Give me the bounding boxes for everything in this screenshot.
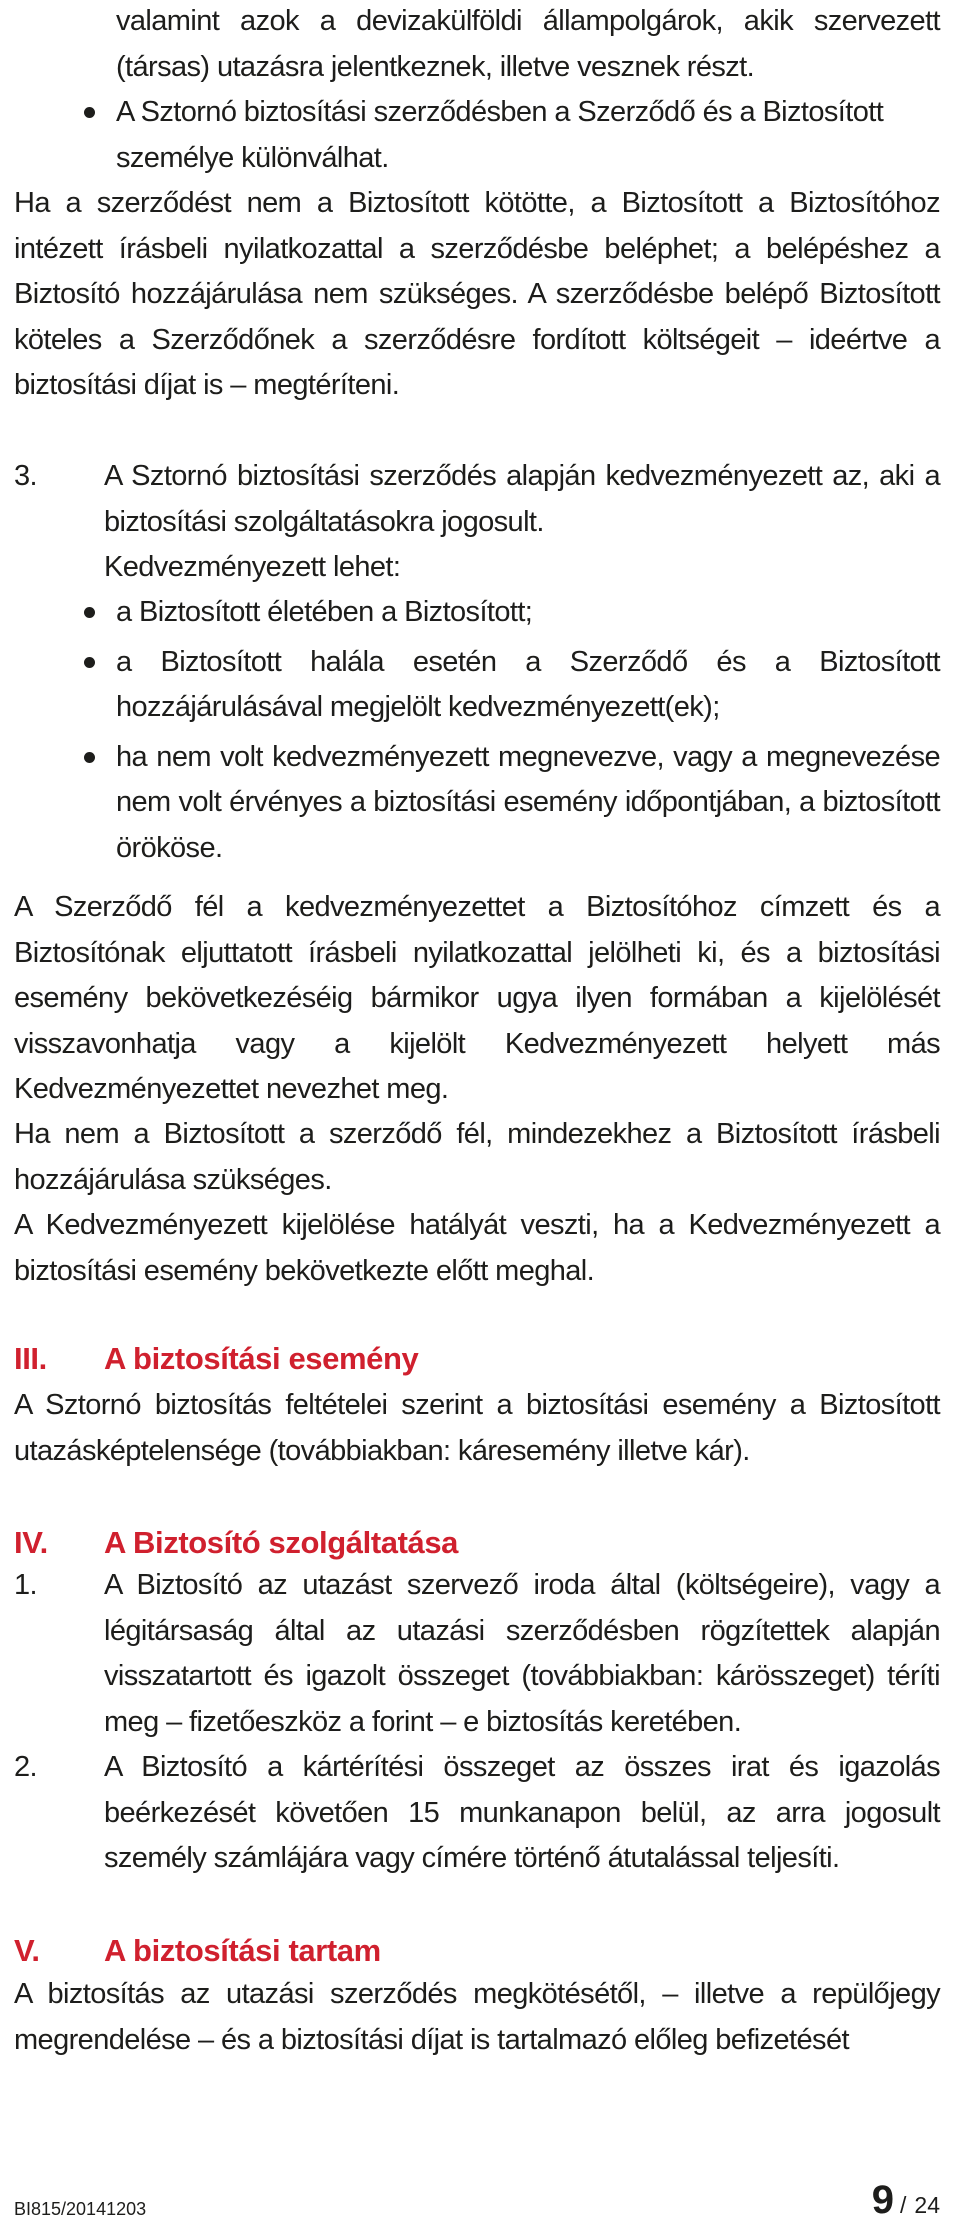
bullet-text: ha nem volt kedvezményezett megnevezve, vagy a megnevezése nem volt érvényes a biztosítási esemény időpontjában, a biztosított örököse.: [116, 740, 940, 864]
paragraph-designation: A Szerződő fél a kedvezményezettet a Biztosítóhoz címzett és a Biztosítónak eljuttatott írásbeli nyilatkozattal jelölheti ki, és a biztosítási esemény bekövetkezéséig bármikor ugya ilyen formában a kijelölését visszavonhatja vagy a kijelölt Kedvezményezett helyett más Kedvezményezettet nevezhet meg.: [14, 891, 940, 1105]
item-subtext: Kedvezményezett lehet:: [104, 551, 401, 583]
intro-bullet-list: [0, 90, 940, 181]
bullet-icon: [84, 752, 95, 763]
item-number: 2.: [14, 1751, 37, 1783]
paragraph-entry: Ha a szerződést nem a Biztosított kötötte, a Biztosított a Biztosítóhoz intézett írásbeli nyilatkozattal a szerződésbe beléphet; a belépéshez a Biztosító hozzájárulása nem szükséges. A szerződésbe belépő Biztosított köteles a Szerződőnek a szerződésre fordított költségeit – ideértve a biztosítási díjat is – megtéríteni.: [14, 187, 940, 401]
page-separator: /: [899, 2192, 907, 2218]
section-title: A Biztosító szolgáltatása: [104, 1525, 459, 1560]
bullet-icon: [84, 107, 95, 118]
section-title: A biztosítási esemény: [104, 1341, 419, 1376]
intro-continuation: valamint azok a devizakülföldi állampolgárok, akik szervezett (társas) utazásra jelentkeznek, illetve vesznek részt.: [116, 5, 940, 83]
section-heading-5: [14, 1928, 940, 1973]
item-text: A Biztosító az utazást szervező iroda által (költségeire), vagy a légitársaság által az utazási szerződésben rögzítettek alapján visszatartott és igazolt összeget (továbbiakban: kárösszeget) téríti meg – fizetőeszköz a forint – e biztosítás keretében.: [104, 1569, 940, 1738]
item-number: 3.: [14, 460, 37, 492]
bullet-text: A Sztornó biztosítási szerződésben a Szerződő és a Biztosított személye különválhat.: [116, 96, 884, 174]
bullet-icon: [84, 657, 95, 668]
list-item: [0, 735, 940, 872]
paragraph-lapse: A Kedvezményezett kijelölése hatályát veszti, ha a Kedvezményezett a biztosítási esemény bekövetkezte előtt meghal.: [14, 1209, 940, 1287]
section-heading-4: [14, 1520, 940, 1565]
bullet-text: a Biztosított halála esetén a Szerződő és a Biztosított hozzájárulásával megjelölt kedvezményezett(ek);: [116, 645, 940, 723]
current-page: 9: [871, 2178, 894, 2222]
item-number: 1.: [14, 1569, 37, 1601]
numbered-item-2: [14, 1745, 940, 1882]
section-heading-3: [14, 1336, 940, 1381]
paragraph-consent: Ha nem a Biztosított a szerződő fél, mindezekhez a Biztosított írásbeli hozzájárulása szükséges.: [14, 1118, 940, 1196]
section-title: A biztosítási tartam: [104, 1933, 381, 1968]
page-number: [872, 2176, 940, 2229]
list-item: [0, 640, 940, 731]
item-text: A Biztosító a kártérítési összeget az összes irat és igazolás beérkezését követően 15 munkanapon belül, az arra jogosult személy számlájára vagy címére történő átutalással teljesíti.: [104, 1751, 940, 1874]
section-5-body: A biztosítás az utazási szerződés megkötésétől, – illetve a repülőjegy megrendelése – és a biztosítási díjat is tartalmazó előleg befizetését: [14, 1978, 940, 2056]
bullet-text: a Biztosított életében a Biztosított;: [116, 596, 533, 628]
section-number: IV.: [14, 1525, 48, 1560]
beneficiary-list: [0, 590, 940, 871]
numbered-item-3: [14, 454, 940, 591]
list-item: [0, 590, 940, 636]
bullet-icon: [84, 607, 95, 618]
section-3-body: A Sztornó biztosítás feltételei szerint a biztosítási esemény a Biztosított utazásképtelensége (továbbiakban: káresemény illetve kár).: [14, 1389, 940, 1467]
section-number: V.: [14, 1933, 40, 1968]
document-code: BI815/20141203: [14, 2199, 147, 2219]
section-number: III.: [14, 1341, 47, 1376]
list-item: [0, 90, 940, 181]
item-text: A Sztornó biztosítási szerződés alapján kedvezményezett az, aki a biztosítási szolgáltatásokra jogosult.: [104, 460, 940, 538]
total-pages: 24: [914, 2192, 940, 2218]
numbered-item-1: [14, 1563, 940, 1745]
